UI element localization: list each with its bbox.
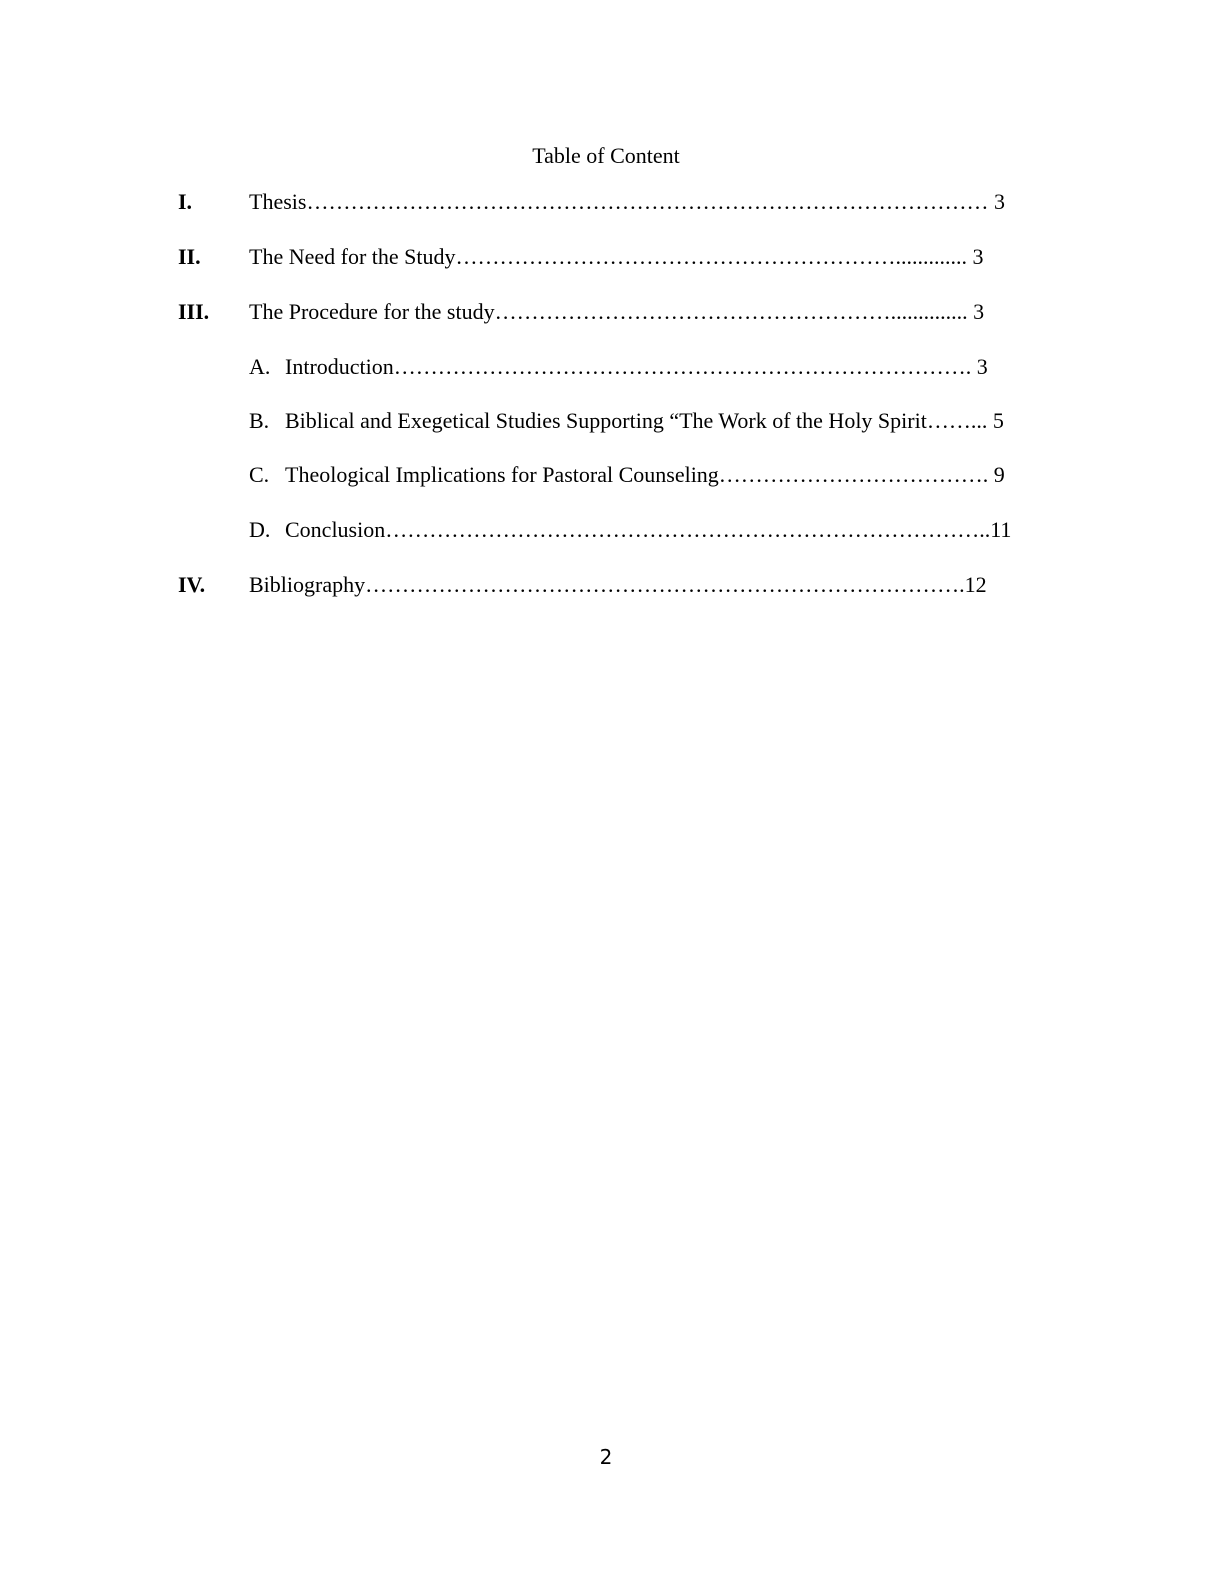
toc-entry-need-for-study: [178, 243, 1066, 271]
toc-numeral: II.: [178, 244, 201, 269]
page-title: Table of Content: [532, 143, 680, 168]
toc-entry-text: Thesis………………………………………………………………………………… 3: [249, 189, 1005, 214]
toc-entry-procedure: [178, 298, 1066, 326]
toc-entry-text: The Need for the Study……………………………………………………............. 3: [249, 244, 984, 269]
toc-subentry-theological-implications: [178, 461, 1066, 489]
toc-entry-text: Introduction……………………………………………………………………. 3: [285, 354, 988, 379]
toc-subentry-biblical-studies: [178, 407, 1066, 435]
toc-letter: C.: [249, 462, 270, 487]
toc-entry-text: Theological Implications for Pastoral Counseling………………………………. 9: [285, 462, 1005, 487]
page-number: 2: [599, 1445, 613, 1469]
toc-subentry-conclusion: [178, 516, 1066, 544]
toc-entry-text: Conclusion………………………………………………………………………..11: [285, 517, 1012, 542]
toc-entry-text: Bibliography……………………………………………………………………….12: [249, 572, 987, 597]
toc-letter: A.: [249, 354, 271, 379]
toc-entry-bibliography: [178, 571, 1066, 599]
toc-numeral: IV.: [178, 572, 206, 597]
toc-entry-text: The Procedure for the study……………………………………………….............. 3: [249, 299, 985, 324]
toc-letter: D.: [249, 517, 271, 542]
toc-numeral: III.: [178, 299, 210, 324]
toc-numeral: I.: [178, 189, 193, 214]
toc-subentry-introduction: [178, 353, 1066, 381]
toc-entry-thesis: [178, 188, 1066, 216]
toc-entry-text: Biblical and Exegetical Studies Supporting “The Work of the Holy Spirit……... 5: [285, 408, 1004, 433]
toc-letter: B.: [249, 408, 270, 433]
